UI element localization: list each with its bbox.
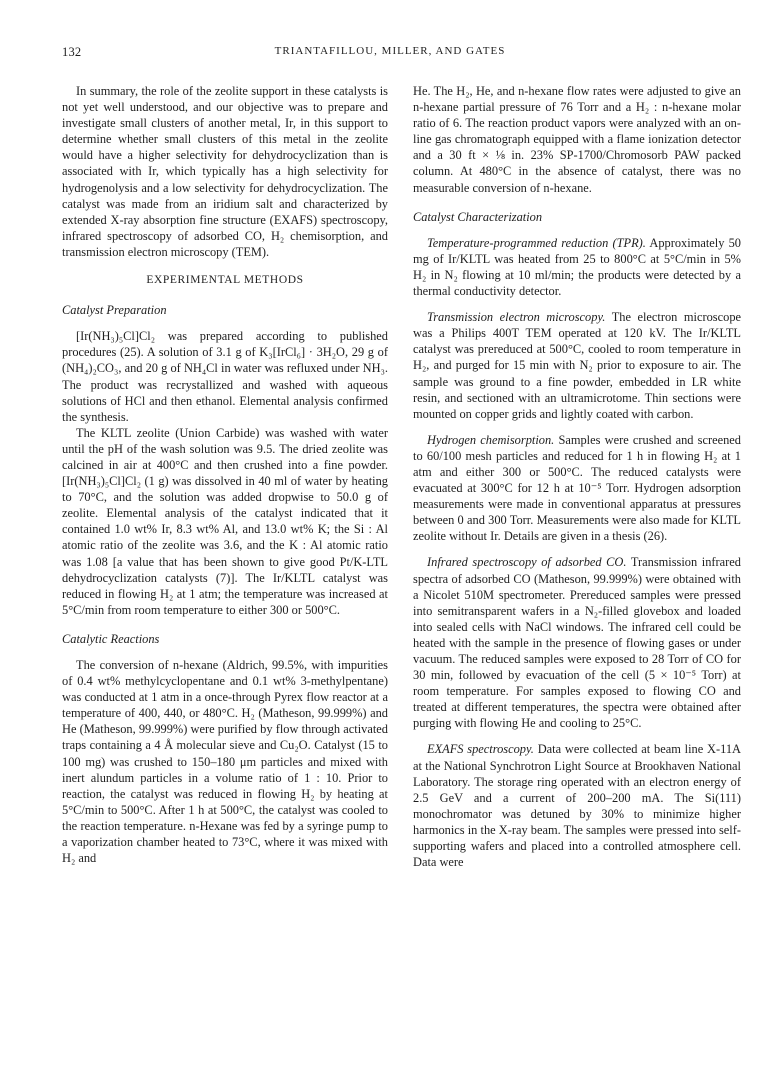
right-column [413, 83, 741, 870]
h2-body: Samples were crushed and screened to 60/100 mesh particles and reduced for 1 h in flowing H₂ at 1 atm and either 300 or 500°C. The reduced catalysts were evacuated at 300°C for 12 h at 10⁻⁵ Torr. Hydrogen adsorption measurements were made in conventional apparatus at pressures between 0 and 300 Torr. Measurements were also made for KLTL zeolite without Ir. Details are given in a thesis (26). [413, 432, 741, 544]
intro-paragraph: In summary, the role of the zeolite support in these catalysts is not yet well understood, and our objective was to prepare and investigate small clusters of another metal, Ir, in this support to determine whether small clusters of this metal in the zeolite would have a higher selectivity for dehydrocyclization than is associated with Ir, which typically has a high selectivity for hydrogenolysis and a low selectivity for dehydrocyclization. The catalyst was made from an iridium salt and characterized by extended X-ray absorption fine structure (EXAFS) spectroscopy, infrared spectroscopy of adsorbed CO, H₂ chemisorption, and transmission electron microscopy (TEM). [62, 84, 388, 259]
h2-paragraph [413, 432, 741, 545]
exafs-paragraph [413, 741, 741, 870]
left-column [62, 83, 388, 866]
preparation-paragraph-2: The KLTL zeolite (Union Carbide) was washed with water until the pH of the wash solution was 9.5. The dried zeolite was calcined in air at 400°C and then crushed into a fine powder. [Ir(NH₃)₅Cl]Cl₂ (1 g) was dissolved in 40 ml of water by heating to 70°C, and the solution was added dropwise to 50.0 g of zeolite. Elemental analysis of the catalyst indicated that it contained 1.0 wt% Ir, 8.3 wt% Al, and 13.0 wt% K; the Si : Al atomic ratio of the zeolite was 3.6, and the K : Al atomic ratio was 1.08 [a value that has been shown to give good Pt/K-LTL dehydrocyclization catalysts (7)]. The Ir/KLTL catalyst was reduced in flowing H₂ at 1 atm; the temperature was increased at 5°C/min from room temperature to either 300 or 500°C. [62, 425, 388, 617]
tem-paragraph [413, 309, 741, 422]
tem-body: The electron microscope was a Philips 400T TEM operated at 120 kV. The Ir/KLTL catalyst was prereduced at 500°C, cooled to room temperature in H₂, and purged for 15 min with N₂ prior to exposure to air. The sample was ground to a fine powder, embedded in LR white resin, and sectioned with an ultramicrotome. Thin sections were mounted on copper grids and lightly coated with carbon. [413, 310, 742, 421]
h2-heading: Hydrogen chemisorption. [427, 432, 555, 447]
exafs-heading: EXAFS spectroscopy. [427, 742, 534, 757]
section-heading: EXPERIMENTAL METHODS [146, 274, 304, 287]
ir-body: Transmission infrared spectra of adsorbed CO (Matheson, 99.999%) were obtained with a Nicolet 510M spectrometer. Prereduced samples were pressed into semitransparent wafers in a N₂-filled glovebox and loaded into sealed cells with NaCl windows. The infrared cell could be heated with the sample in the presence of flowing gases or under vacuum. The reduced samples were exposed to 28 Torr of CO for 30 min, followed by evacuation of the cell (5 × 10⁻⁵ Torr) at room temperature. For samples exposed to flowing CO and treated at different temperatures, the spectra were obtained after purging with flowing He and cooling to 25°C. [413, 555, 741, 731]
tpr-body: Approximately 50 mg of Ir/KLTL was heated from 25 to 800°C at 5°C/min in 5% H₂ in N₂ flowing at 10 ml/min; the products were detected by a thermal conductivity detector. [413, 235, 741, 299]
subsection-catalyst-preparation: Catalyst Preparation [62, 303, 167, 318]
running-head: TRIANTAFILLOU, MILLER, AND GATES [274, 45, 506, 57]
exafs-body: Data were collected at beam line X-11A at the National Synchrotron Light Source at Brookhaven National Laboratory. The storage ring operated with an electron energy of 2.5 GeV and a current of 200–200 mA. The Si(111) monochromator was detuned by 30% to minimize higher harmonics in the X-ray beam. The samples were pressed into self-supporting wafers and placed into a controlled atmosphere cell. Data were [413, 742, 741, 870]
continued-paragraph: He. The H₂, He, and n-hexane flow rates were adjusted to give an n-hexane partial pressure of 76 Torr and a H₂ : n-hexane molar ratio of 6. The reaction product vapors were analyzed with an on-line gas chromatograph equipped with a flame ionization detector and a 30 ft × ⅛ in. 23% SP-1700/Chromosorb PAW packed column. At 480°C in the absence of catalyst, there was no measurable conversion of n-hexane. [413, 84, 741, 195]
tem-heading: Transmission electron microscopy. [427, 310, 606, 325]
catalytic-paragraph: The conversion of n-hexane (Aldrich, 99.5%, with impurities of 0.4 wt% methylcyclopentane and 0.1 wt% 3-methylpentane) was conducted at 1 atm in a once-through Pyrex flow reactor at a temperature of 400, 440, or 480°C. H₂ (Matheson, 99.999%) and He (Matheson, 99.999%) were purified by flow through activated traps containing a 4 Å molecular sieve and Cu₂O. Catalyst (15 to 100 mg) was crushed to 150–180 μm particles and mixed with inert alundum particles in a volume ratio of 1 : 10. Prior to reaction, the catalyst was reduced in flowing H₂ by heating at 5°C/min to 500°C. After 1 h at 500°C, the catalyst was cooled to the reaction temperature. n-Hexane was fed by a syringe pump to a vaporization chamber heated to 73°C, where it was mixed with H₂ and [62, 658, 388, 866]
ir-heading: Infrared spectroscopy of adsorbed CO. [427, 555, 627, 570]
page-header [62, 45, 718, 63]
ir-paragraph [413, 554, 741, 731]
tpr-paragraph [413, 235, 741, 299]
subsection-catalyst-characterization: Catalyst Characterization [413, 209, 543, 224]
preparation-paragraph-1: [Ir(NH₃)₅Cl]Cl₂ was prepared according to published procedures (25). A solution of 3.1 g of K₃[IrCl₆] · 3H₂O, 29 g of (NH₄)₂CO₃, and 20 g of NH₄Cl in water was refluxed under NH₃. The product was recrystallized and washed with aqueous solutions of HCl and then ethanol. Elemental analysis confirmed the synthesis. [62, 329, 388, 424]
tpr-heading: Temperature-programmed reduction (TPR). [427, 235, 646, 250]
page-number: 132 [62, 45, 82, 59]
subsection-catalytic-reactions: Catalytic Reactions [62, 631, 160, 646]
